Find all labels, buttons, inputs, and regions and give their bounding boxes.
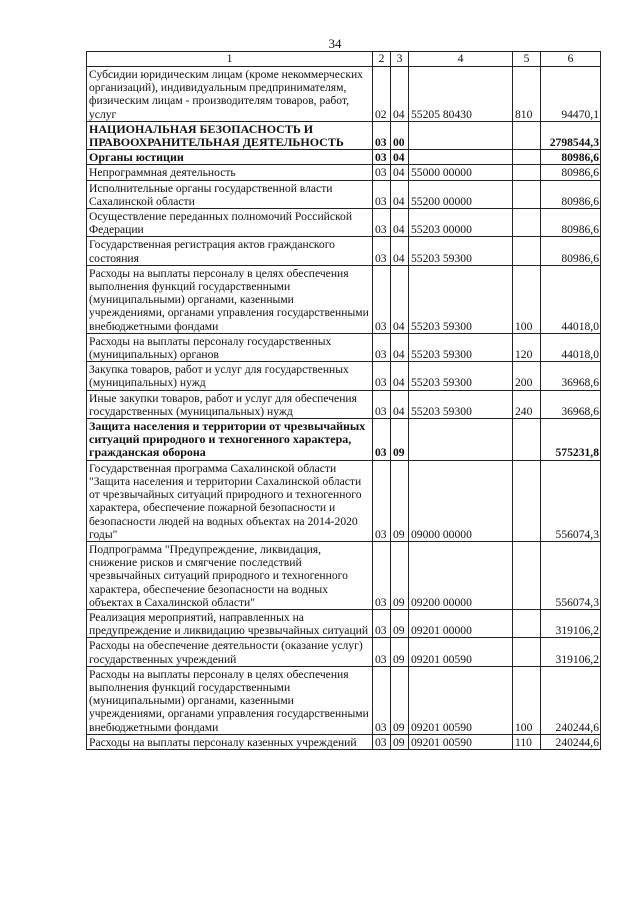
amount: 80986,6 — [541, 209, 601, 237]
amount: 94470,1 — [541, 67, 601, 122]
table-row — [87, 165, 601, 180]
target-article-code: 55000 00000 — [409, 165, 513, 180]
header-cell: 3 — [391, 52, 409, 67]
row-name: Иные закупки товаров, работ и услуг для обеспечения государственных (муниципальных) нужд — [87, 390, 373, 418]
expense-type-code — [513, 209, 541, 237]
table-row — [87, 609, 601, 637]
subsection-code: 09 — [391, 419, 409, 461]
section-code: 02 — [373, 67, 391, 122]
target-article-code: 55200 00000 — [409, 180, 513, 208]
expense-type-code: 120 — [513, 333, 541, 361]
subsection-code: 09 — [391, 666, 409, 734]
subsection-code: 09 — [391, 460, 409, 541]
amount: 556074,3 — [541, 460, 601, 541]
row-name: Государственная регистрация актов гражданского состояния — [87, 237, 373, 265]
expense-type-code: 200 — [513, 362, 541, 390]
table-row — [87, 638, 601, 666]
expense-type-code: 100 — [513, 666, 541, 734]
row-name: Расходы на выплаты персоналу в целях обеспечения выполнения функций государственными (муниципальными) органами, казенными учреждениями, органами управления государственными внебюджетными фондами — [87, 666, 373, 734]
table-row — [87, 237, 601, 265]
subsection-code: 04 — [391, 265, 409, 333]
expense-type-code: 100 — [513, 265, 541, 333]
amount: 2798544,3 — [541, 121, 601, 149]
header-cell: 1 — [87, 52, 373, 67]
subsection-code: 04 — [391, 150, 409, 165]
budget-table — [86, 51, 601, 750]
amount: 80986,6 — [541, 150, 601, 165]
target-article-code: 55203 00000 — [409, 209, 513, 237]
expense-type-code: 110 — [513, 734, 541, 749]
expense-type-code — [513, 609, 541, 637]
row-name: Непрограммная деятельность — [87, 165, 373, 180]
row-name: Осуществление переданных полномочий Российской Федерации — [87, 209, 373, 237]
expense-type-code: 810 — [513, 67, 541, 122]
amount: 575231,8 — [541, 419, 601, 461]
amount: 319106,2 — [541, 609, 601, 637]
subsection-code: 04 — [391, 67, 409, 122]
table-row — [87, 150, 601, 165]
target-article-code: 55203 59300 — [409, 333, 513, 361]
page-number: 34 — [328, 36, 342, 51]
subsection-code: 04 — [391, 237, 409, 265]
row-name: НАЦИОНАЛЬНАЯ БЕЗОПАСНОСТЬ И ПРАВООХРАНИТЕЛЬНАЯ ДЕЯТЕЛЬНОСТЬ — [87, 121, 373, 149]
subsection-code: 04 — [391, 165, 409, 180]
subsection-code: 04 — [391, 362, 409, 390]
amount: 319106,2 — [541, 638, 601, 666]
target-article-code — [409, 121, 513, 149]
expense-type-code — [513, 419, 541, 461]
row-name: Защита населения и территории от чрезвычайных ситуаций природного и техногенного характера, гражданская оборона — [87, 419, 373, 461]
section-code: 03 — [373, 333, 391, 361]
section-code: 03 — [373, 121, 391, 149]
table-row — [87, 390, 601, 418]
row-name: Расходы на обеспечение деятельности (оказание услуг) государственных учреждений — [87, 638, 373, 666]
section-code: 03 — [373, 734, 391, 749]
expense-type-code — [513, 180, 541, 208]
row-name: Исполнительные органы государственной власти Сахалинской области — [87, 180, 373, 208]
table-row — [87, 460, 601, 541]
expense-type-code — [513, 121, 541, 149]
amount: 240244,6 — [541, 666, 601, 734]
section-code: 03 — [373, 362, 391, 390]
expense-type-code — [513, 541, 541, 609]
amount: 80986,6 — [541, 180, 601, 208]
subsection-code: 04 — [391, 390, 409, 418]
target-article-code: 09201 00590 — [409, 638, 513, 666]
subsection-code: 04 — [391, 209, 409, 237]
target-article-code: 55203 59300 — [409, 265, 513, 333]
target-article-code: 09000 00000 — [409, 460, 513, 541]
target-article-code: 55203 59300 — [409, 390, 513, 418]
row-name: Закупка товаров, работ и услуг для государственных (муниципальных) нужд — [87, 362, 373, 390]
section-code: 03 — [373, 165, 391, 180]
expense-type-code — [513, 460, 541, 541]
section-code: 03 — [373, 265, 391, 333]
amount: 44018,0 — [541, 265, 601, 333]
amount: 80986,6 — [541, 237, 601, 265]
section-code: 03 — [373, 150, 391, 165]
header-cell: 4 — [409, 52, 513, 67]
table-row — [87, 734, 601, 749]
row-name: Субсидии юридическим лицам (кроме некоммерческих организаций), индивидуальным предпринимателям, физическим лицам - производителям товаров, работ, услуг — [87, 67, 373, 122]
amount: 44018,0 — [541, 333, 601, 361]
subsection-code: 09 — [391, 734, 409, 749]
table-row — [87, 180, 601, 208]
header-cell: 2 — [373, 52, 391, 67]
amount: 36968,6 — [541, 390, 601, 418]
target-article-code: 09201 00590 — [409, 734, 513, 749]
table-row — [87, 362, 601, 390]
target-article-code: 09200 00000 — [409, 541, 513, 609]
target-article-code — [409, 419, 513, 461]
table-row — [87, 541, 601, 609]
subsection-code: 09 — [391, 609, 409, 637]
table-row — [87, 265, 601, 333]
table-row — [87, 67, 601, 122]
target-article-code: 55203 59300 — [409, 237, 513, 265]
table-row — [87, 209, 601, 237]
table-row — [87, 419, 601, 461]
target-article-code — [409, 150, 513, 165]
subsection-code: 09 — [391, 541, 409, 609]
section-code: 03 — [373, 390, 391, 418]
section-code: 03 — [373, 209, 391, 237]
row-name: Расходы на выплаты персоналу государственных (муниципальных) органов — [87, 333, 373, 361]
header-cell: 5 — [513, 52, 541, 67]
row-name: Реализация мероприятий, направленных на предупреждение и ликвидацию чрезвычайных ситуаций — [87, 609, 373, 637]
section-code: 03 — [373, 419, 391, 461]
row-name: Подпрограмма "Предупреждение, ликвидация, снижение рисков и смягчение последствий чрезвычайных ситуаций природного и техногенного характера, обеспечение безопасности на водных объектах в Сахалинской области" — [87, 541, 373, 609]
section-code: 03 — [373, 237, 391, 265]
row-name: Расходы на выплаты персоналу казенных учреждений — [87, 734, 373, 749]
subsection-code: 09 — [391, 638, 409, 666]
row-name: Государственная программа Сахалинской области "Защита населения и территории Сахалинской области от чрезвычайных ситуаций природного и техногенного характера, обеспечение пожарной безопасности и безопасности людей на водных объектах на 2014-2020 годы" — [87, 460, 373, 541]
table-row — [87, 333, 601, 361]
target-article-code: 09201 00590 — [409, 666, 513, 734]
header-cell: 6 — [541, 52, 601, 67]
amount: 36968,6 — [541, 362, 601, 390]
section-code: 03 — [373, 180, 391, 208]
section-code: 03 — [373, 541, 391, 609]
target-article-code: 09201 00000 — [409, 609, 513, 637]
expense-type-code — [513, 638, 541, 666]
table-row — [87, 121, 601, 149]
amount: 240244,6 — [541, 734, 601, 749]
target-article-code: 55205 80430 — [409, 67, 513, 122]
section-code: 03 — [373, 609, 391, 637]
subsection-code: 04 — [391, 180, 409, 208]
header-row — [87, 52, 601, 67]
expense-type-code: 240 — [513, 390, 541, 418]
expense-type-code — [513, 237, 541, 265]
row-name: Расходы на выплаты персоналу в целях обеспечения выполнения функций государственными (муниципальными) органами, казенными учреждениями, органами управления государственными внебюджетными фондами — [87, 265, 373, 333]
target-article-code: 55203 59300 — [409, 362, 513, 390]
section-code: 03 — [373, 638, 391, 666]
section-code: 03 — [373, 460, 391, 541]
table-body — [87, 67, 601, 750]
amount: 80986,6 — [541, 165, 601, 180]
section-code: 03 — [373, 666, 391, 734]
expense-type-code — [513, 165, 541, 180]
subsection-code: 00 — [391, 121, 409, 149]
table-row — [87, 666, 601, 734]
row-name: Органы юстиции — [87, 150, 373, 165]
amount: 556074,3 — [541, 541, 601, 609]
subsection-code: 04 — [391, 333, 409, 361]
expense-type-code — [513, 150, 541, 165]
